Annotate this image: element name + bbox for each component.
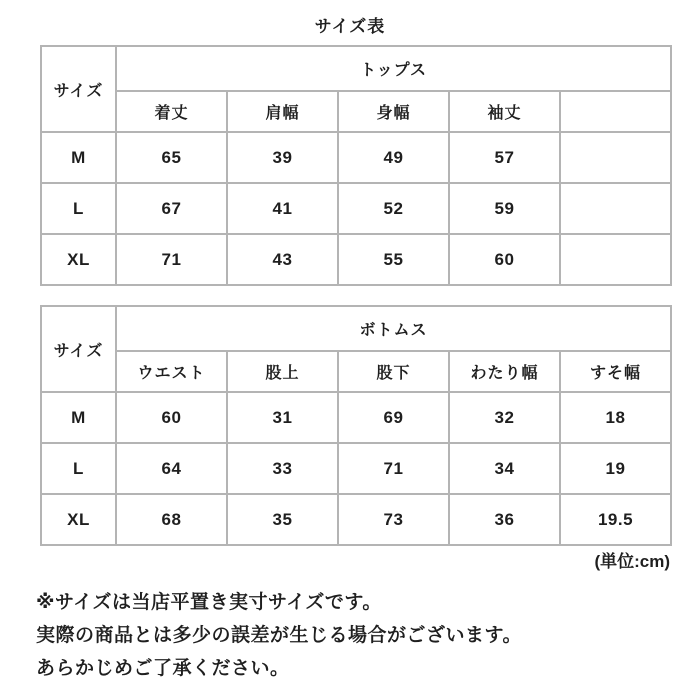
size-cell: XL <box>41 234 116 285</box>
bottoms-col-header: すそ幅 <box>560 351 671 392</box>
tops-col-header: 肩幅 <box>227 91 338 132</box>
footnote-line: あらかじめご了承ください。 <box>36 658 290 679</box>
value-cell: 34 <box>449 443 560 494</box>
value-cell: 19.5 <box>560 494 671 545</box>
value-cell: 33 <box>227 443 338 494</box>
value-cell: 19 <box>560 443 671 494</box>
value-cell: 36 <box>449 494 560 545</box>
value-cell: 60 <box>449 234 560 285</box>
value-cell: 32 <box>449 392 560 443</box>
footnote-line: 実際の商品とは多少の誤差が生じる場合がございます。 <box>36 625 522 646</box>
tops-size-table <box>40 45 672 286</box>
size-cell: M <box>41 392 116 443</box>
value-cell: 57 <box>449 132 560 183</box>
value-cell: 59 <box>449 183 560 234</box>
value-cell: 41 <box>227 183 338 234</box>
value-cell: 31 <box>227 392 338 443</box>
value-cell: 43 <box>227 234 338 285</box>
bottoms-col-header: 股下 <box>338 351 449 392</box>
value-cell: 39 <box>227 132 338 183</box>
tops-row-m <box>41 132 671 183</box>
tops-row-xl <box>41 234 671 285</box>
tops-col-header: 着丈 <box>116 91 227 132</box>
tops-group-header-row <box>41 46 671 91</box>
bottoms-col-header: わたり幅 <box>449 351 560 392</box>
tops-measure-header-row <box>41 91 671 132</box>
tops-size-column-header: サイズ <box>41 46 116 132</box>
value-cell: 55 <box>338 234 449 285</box>
bottoms-measure-header-row <box>41 351 671 392</box>
value-cell: 73 <box>338 494 449 545</box>
value-cell <box>560 132 671 183</box>
bottoms-row-xl <box>41 494 671 545</box>
bottoms-group-header: ボトムス <box>116 306 671 351</box>
value-cell: 64 <box>116 443 227 494</box>
tops-group-header: トップス <box>116 46 671 91</box>
value-cell: 69 <box>338 392 449 443</box>
value-cell: 60 <box>116 392 227 443</box>
bottoms-col-header: 股上 <box>227 351 338 392</box>
tops-col-header: 身幅 <box>338 91 449 132</box>
value-cell: 65 <box>116 132 227 183</box>
bottoms-row-m <box>41 392 671 443</box>
bottoms-group-header-row <box>41 306 671 351</box>
value-cell: 35 <box>227 494 338 545</box>
value-cell: 71 <box>116 234 227 285</box>
value-cell <box>560 183 671 234</box>
value-cell <box>560 234 671 285</box>
size-cell: L <box>41 443 116 494</box>
bottoms-size-table <box>40 305 672 546</box>
value-cell: 52 <box>338 183 449 234</box>
page-title: サイズ表 <box>314 17 386 36</box>
value-cell: 18 <box>560 392 671 443</box>
footnotes <box>36 586 700 685</box>
tops-col-header <box>560 91 671 132</box>
bottoms-size-column-header: サイズ <box>41 306 116 392</box>
unit-note: (単位:cm) <box>594 552 670 571</box>
size-cell: M <box>41 132 116 183</box>
size-cell: L <box>41 183 116 234</box>
value-cell: 49 <box>338 132 449 183</box>
bottoms-col-header: ウエスト <box>116 351 227 392</box>
value-cell: 71 <box>338 443 449 494</box>
tops-col-header: 袖丈 <box>449 91 560 132</box>
value-cell: 67 <box>116 183 227 234</box>
bottoms-row-l <box>41 443 671 494</box>
footnote-line: ※サイズは当店平置き実寸サイズです。 <box>36 592 382 613</box>
tops-row-l <box>41 183 671 234</box>
value-cell: 68 <box>116 494 227 545</box>
size-cell: XL <box>41 494 116 545</box>
